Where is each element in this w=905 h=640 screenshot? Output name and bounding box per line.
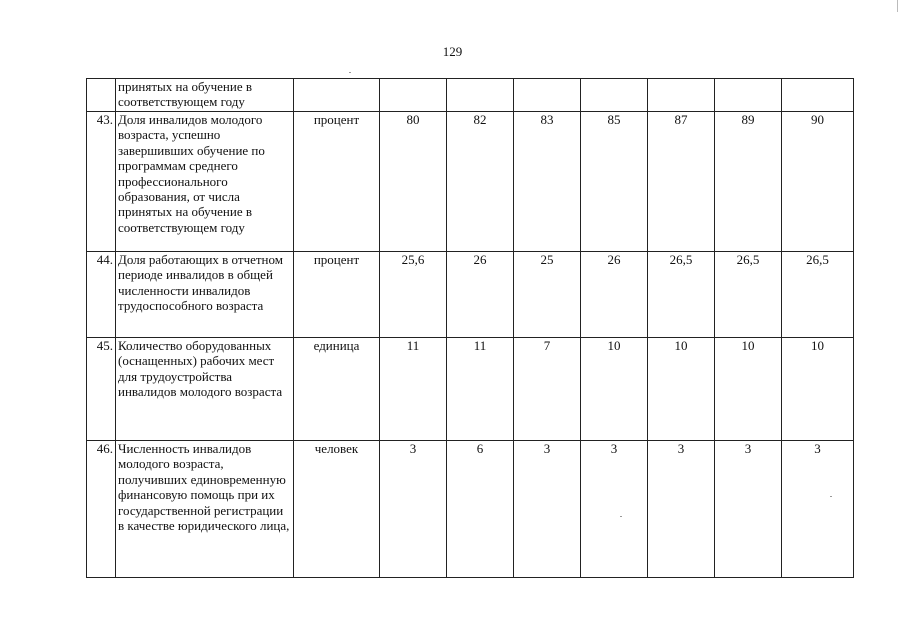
table-row (87, 338, 854, 441)
indicator-description: Доля работающих в отчетном периоде инвалидов в общей численности инвалидов трудоспособного возраста (116, 252, 294, 338)
value-cell: 83 (514, 112, 581, 252)
value-cell (715, 79, 782, 112)
value-cell: 87 (648, 112, 715, 252)
row-number: 45. (87, 338, 116, 441)
value-cell: 3 (648, 441, 715, 578)
indicators-table (86, 78, 854, 578)
value-cell (514, 79, 581, 112)
value-cell: 10 (581, 338, 648, 441)
value-cell: 6 (447, 441, 514, 578)
value-cell: 89 (715, 112, 782, 252)
indicator-description: принятых на обучение в соответствующем году (116, 79, 294, 112)
value-cell: 3 (581, 441, 648, 578)
row-number: 46. (87, 441, 116, 578)
table-row (87, 441, 854, 578)
value-cell: 26 (581, 252, 648, 338)
row-number: 44. (87, 252, 116, 338)
value-cell (581, 79, 648, 112)
value-cell: 80 (380, 112, 447, 252)
value-cell: 3 (380, 441, 447, 578)
unit-cell: единица (294, 338, 380, 441)
value-cell: 3 (782, 441, 854, 578)
value-cell: 3 (514, 441, 581, 578)
value-cell (782, 79, 854, 112)
value-cell: 25,6 (380, 252, 447, 338)
value-cell (380, 79, 447, 112)
row-number: 43. (87, 112, 116, 252)
unit-cell: процент (294, 252, 380, 338)
value-cell (648, 79, 715, 112)
value-cell: 10 (715, 338, 782, 441)
value-cell: 3 (715, 441, 782, 578)
table-row (87, 112, 854, 252)
value-cell: 10 (782, 338, 854, 441)
scan-speck (349, 72, 351, 73)
row-number (87, 79, 116, 112)
scan-edge-mark (897, 0, 898, 12)
value-cell: 11 (380, 338, 447, 441)
unit-cell: человек (294, 441, 380, 578)
value-cell: 10 (648, 338, 715, 441)
indicator-description: Численность инвалидов молодого возраста, получивших единовременную финансовую помощь при их государственной регистрации в качестве юридического лица, (116, 441, 294, 578)
table-row (87, 79, 854, 112)
value-cell: 90 (782, 112, 854, 252)
value-cell (447, 79, 514, 112)
indicator-description: Количество оборудованных (оснащенных) рабочих мест для трудоустройства инвалидов молодого возраста (116, 338, 294, 441)
value-cell: 82 (447, 112, 514, 252)
value-cell: 85 (581, 112, 648, 252)
value-cell: 25 (514, 252, 581, 338)
value-cell: 11 (447, 338, 514, 441)
value-cell: 26 (447, 252, 514, 338)
table-row (87, 252, 854, 338)
value-cell: 26,5 (715, 252, 782, 338)
value-cell: 26,5 (782, 252, 854, 338)
value-cell: 7 (514, 338, 581, 441)
unit-cell: процент (294, 112, 380, 252)
page-number: 129 (442, 44, 463, 59)
unit-cell (294, 79, 380, 112)
value-cell: 26,5 (648, 252, 715, 338)
indicator-description: Доля инвалидов молодого возраста, успешно завершивших обучение по программам среднего профессионального образования, от числа принятых на обучение в соответствующем году (116, 112, 294, 252)
